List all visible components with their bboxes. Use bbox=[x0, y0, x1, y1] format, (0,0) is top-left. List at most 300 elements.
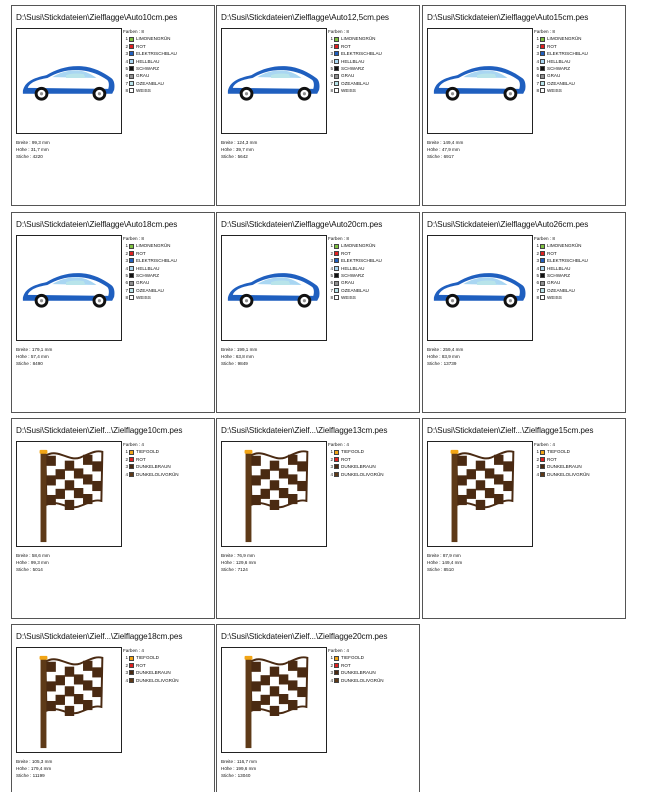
stat-value: 8510 bbox=[443, 566, 454, 572]
color-name: ROT bbox=[136, 43, 146, 49]
design-card-flag13[interactable] bbox=[216, 418, 420, 619]
color-name: OZEANBLAU bbox=[341, 287, 369, 293]
color-row bbox=[328, 287, 382, 294]
stat-row bbox=[427, 354, 463, 361]
color-name: ROT bbox=[341, 456, 351, 462]
color-swatch bbox=[334, 66, 339, 71]
stats-list bbox=[221, 553, 256, 573]
color-name: ROT bbox=[341, 43, 351, 49]
stat-value: 5014 bbox=[32, 566, 43, 572]
color-row bbox=[123, 87, 177, 94]
stat-row bbox=[221, 766, 257, 773]
color-list bbox=[328, 441, 384, 478]
color-row bbox=[328, 50, 382, 57]
color-row bbox=[328, 677, 384, 684]
color-swatch bbox=[334, 457, 339, 462]
color-swatch bbox=[540, 88, 545, 93]
color-row bbox=[328, 471, 384, 478]
color-number: 4 bbox=[330, 58, 333, 64]
stat-separator: : bbox=[439, 140, 443, 145]
color-swatch bbox=[334, 266, 339, 271]
color-name: ELEKTRISCHBLAU bbox=[341, 258, 382, 264]
stat-row bbox=[221, 147, 257, 154]
color-swatch bbox=[540, 273, 545, 278]
color-number: 4 bbox=[125, 677, 128, 683]
color-name: WEISS bbox=[547, 295, 562, 301]
color-list bbox=[534, 441, 590, 478]
stat-value: 149,4 mm bbox=[441, 559, 463, 565]
car-icon bbox=[222, 236, 326, 340]
color-row bbox=[534, 257, 588, 264]
stat-label: Breite bbox=[16, 347, 29, 352]
color-swatch bbox=[334, 656, 339, 661]
color-number: 3 bbox=[536, 258, 539, 264]
color-row bbox=[328, 265, 382, 272]
stat-label: Höhe bbox=[221, 353, 232, 359]
checkered-flag-icon bbox=[17, 648, 121, 752]
color-swatch bbox=[540, 51, 545, 56]
colors-header: Farben : 8 bbox=[534, 236, 555, 241]
car-thumbnail bbox=[427, 28, 533, 134]
color-number: 1 bbox=[125, 243, 128, 249]
stat-label: Stiche bbox=[16, 360, 29, 366]
color-swatch bbox=[129, 295, 134, 300]
color-row bbox=[328, 294, 382, 301]
color-name: ROT bbox=[136, 662, 146, 668]
stat-separator: : bbox=[26, 146, 31, 152]
stat-value: 116,7 mm bbox=[236, 759, 257, 764]
color-name: HELLBLAU bbox=[136, 265, 160, 271]
color-row bbox=[123, 448, 179, 455]
color-row bbox=[123, 43, 177, 50]
color-number: 5 bbox=[536, 272, 539, 278]
color-swatch bbox=[540, 281, 545, 286]
color-swatch bbox=[334, 273, 339, 278]
stat-separator: : bbox=[231, 353, 236, 359]
stat-separator: : bbox=[233, 360, 238, 366]
stat-row bbox=[221, 773, 257, 780]
stat-separator: : bbox=[439, 153, 444, 159]
color-row bbox=[123, 654, 179, 661]
color-number: 8 bbox=[330, 295, 333, 301]
stat-row bbox=[16, 567, 50, 574]
car-thumbnail bbox=[221, 235, 327, 341]
stat-row bbox=[16, 560, 50, 567]
stat-separator: : bbox=[233, 759, 237, 764]
stat-value: 8490 bbox=[32, 360, 43, 366]
color-swatch bbox=[334, 51, 339, 56]
color-row bbox=[123, 50, 177, 57]
colors-header: Farben : 4 bbox=[534, 442, 555, 447]
color-row bbox=[123, 662, 179, 669]
stat-row bbox=[221, 560, 256, 567]
color-number: 3 bbox=[330, 258, 333, 264]
color-name: DUNKELOLIVGRÜN bbox=[341, 677, 384, 683]
colors-header: Farben : 4 bbox=[328, 648, 349, 653]
color-swatch bbox=[334, 670, 339, 675]
color-row bbox=[328, 463, 384, 470]
color-name: LIMONENGRÜN bbox=[341, 243, 376, 249]
color-row bbox=[328, 279, 382, 286]
stat-value: 13040 bbox=[237, 772, 251, 778]
design-card-flag18[interactable] bbox=[11, 624, 215, 792]
checkered-flag-icon bbox=[222, 648, 326, 752]
color-row bbox=[328, 250, 382, 257]
color-swatch bbox=[129, 66, 134, 71]
file-path: D:\Susi\Stickdateien\Zielf...\Zielflagge10cm.pes bbox=[16, 426, 183, 435]
color-name: ELEKTRISCHBLAU bbox=[547, 258, 588, 264]
color-name: DUNKELOLIVGRÜN bbox=[341, 471, 384, 477]
stat-row bbox=[427, 560, 462, 567]
stat-separator: : bbox=[26, 559, 31, 565]
stats-list bbox=[16, 759, 52, 779]
color-name: ROT bbox=[547, 250, 557, 256]
design-card-flag20[interactable] bbox=[216, 624, 420, 792]
color-name: TIEFGOLD bbox=[341, 655, 364, 661]
car-thumbnail bbox=[427, 235, 533, 341]
color-name: GRAU bbox=[547, 73, 561, 79]
color-name: ROT bbox=[136, 250, 146, 256]
car-thumbnail bbox=[16, 235, 122, 341]
stat-label: Stiche bbox=[427, 360, 440, 366]
color-swatch bbox=[334, 251, 339, 256]
checkered-flag-icon bbox=[222, 442, 326, 546]
color-number: 4 bbox=[330, 265, 333, 271]
stats-list bbox=[16, 347, 52, 367]
color-number: 1 bbox=[125, 36, 128, 42]
color-row bbox=[123, 456, 179, 463]
color-swatch bbox=[334, 295, 339, 300]
color-list bbox=[123, 28, 177, 95]
color-name: LIMONENGRÜN bbox=[547, 243, 582, 249]
color-row bbox=[534, 456, 590, 463]
stat-row bbox=[221, 140, 257, 147]
color-number: 5 bbox=[536, 65, 539, 71]
stats-list bbox=[221, 759, 257, 779]
color-row bbox=[534, 272, 588, 279]
color-number: 8 bbox=[125, 295, 128, 301]
color-name: LIMONENGRÜN bbox=[136, 243, 171, 249]
color-row bbox=[534, 65, 588, 72]
color-number: 1 bbox=[330, 243, 333, 249]
stat-separator: : bbox=[439, 360, 444, 366]
color-name: DUNKELOLIVGRÜN bbox=[547, 471, 590, 477]
stat-value: 63,8 mm bbox=[235, 353, 254, 359]
color-row bbox=[328, 662, 384, 669]
color-number: 3 bbox=[125, 464, 128, 470]
color-row bbox=[534, 72, 588, 79]
stat-value: 11199 bbox=[32, 772, 45, 778]
stat-row bbox=[16, 759, 52, 766]
color-number: 6 bbox=[536, 280, 539, 286]
stats-list bbox=[221, 347, 257, 367]
color-name: HELLBLAU bbox=[547, 58, 571, 64]
color-number: 2 bbox=[125, 43, 128, 49]
color-name: GRAU bbox=[341, 73, 355, 79]
design-card-flag10[interactable] bbox=[11, 418, 215, 619]
stat-value: 58,6 mm bbox=[31, 553, 50, 558]
car-icon bbox=[428, 236, 532, 340]
color-list bbox=[328, 235, 382, 302]
stat-separator: : bbox=[233, 140, 237, 145]
color-number: 7 bbox=[330, 80, 333, 86]
color-number: 3 bbox=[536, 51, 539, 57]
color-name: WEISS bbox=[341, 88, 356, 94]
color-row bbox=[328, 669, 384, 676]
color-number: 5 bbox=[330, 272, 333, 278]
color-row bbox=[123, 80, 177, 87]
colors-header: Farben : 8 bbox=[328, 29, 349, 34]
stat-value: 5642 bbox=[237, 153, 248, 159]
color-row bbox=[123, 294, 177, 301]
color-name: LIMONENGRÜN bbox=[136, 36, 171, 42]
color-swatch bbox=[129, 51, 134, 56]
color-row bbox=[123, 72, 177, 79]
color-row bbox=[534, 294, 588, 301]
color-swatch bbox=[129, 59, 134, 64]
stats-list bbox=[427, 140, 463, 160]
colors-header: Farben : 8 bbox=[123, 29, 144, 34]
stat-label: Höhe bbox=[427, 146, 438, 152]
stat-value: 99,3 mm bbox=[30, 559, 49, 565]
stat-row bbox=[16, 140, 50, 147]
stat-row bbox=[16, 773, 52, 780]
color-number: 3 bbox=[330, 464, 333, 470]
color-number: 8 bbox=[536, 295, 539, 301]
color-name: LIMONENGRÜN bbox=[341, 36, 376, 42]
stat-row bbox=[16, 354, 52, 361]
stat-separator: : bbox=[233, 772, 238, 778]
file-path: D:\Susi\Stickdateien\Zielflagge\Auto10cm.pes bbox=[16, 13, 178, 22]
color-row bbox=[328, 80, 382, 87]
color-list bbox=[328, 647, 384, 684]
stat-separator: : bbox=[233, 347, 237, 352]
color-swatch bbox=[129, 464, 134, 469]
stat-label: Höhe bbox=[221, 559, 232, 565]
file-path: D:\Susi\Stickdateien\Zielflagge\Auto15cm.pes bbox=[427, 13, 589, 22]
checkered-flag-icon bbox=[17, 442, 121, 546]
color-swatch bbox=[334, 288, 339, 293]
stat-label: Breite bbox=[16, 140, 29, 145]
color-swatch bbox=[334, 81, 339, 86]
color-name: TIEFGOLD bbox=[547, 449, 570, 455]
color-swatch bbox=[334, 464, 339, 469]
stat-label: Stiche bbox=[16, 566, 29, 572]
stat-separator: : bbox=[231, 765, 236, 771]
color-swatch bbox=[540, 81, 545, 86]
color-number: 2 bbox=[330, 456, 333, 462]
design-card-auto18[interactable] bbox=[11, 212, 215, 413]
stat-row bbox=[221, 759, 257, 766]
color-number: 1 bbox=[536, 243, 539, 249]
color-name: SCHWARZ bbox=[136, 272, 160, 278]
stat-value: 76,9 mm bbox=[236, 553, 255, 558]
car-icon bbox=[17, 29, 121, 133]
color-row bbox=[123, 257, 177, 264]
color-row bbox=[328, 65, 382, 72]
flag-thumbnail bbox=[221, 441, 327, 547]
stat-value: 179,4 mm bbox=[30, 765, 52, 771]
stat-value: 4220 bbox=[32, 153, 43, 159]
color-swatch bbox=[129, 273, 134, 278]
color-name: OZEANBLAU bbox=[547, 287, 575, 293]
color-swatch bbox=[334, 472, 339, 477]
color-name: GRAU bbox=[136, 73, 150, 79]
flag-thumbnail bbox=[16, 441, 122, 547]
stat-label: Höhe bbox=[16, 765, 27, 771]
stat-value: 9849 bbox=[237, 360, 248, 366]
stat-label: Breite bbox=[427, 140, 440, 145]
stat-row bbox=[16, 766, 52, 773]
stat-label: Stiche bbox=[16, 772, 29, 778]
color-row bbox=[534, 471, 590, 478]
color-name: HELLBLAU bbox=[341, 58, 365, 64]
stat-separator: : bbox=[28, 347, 32, 352]
color-number: 6 bbox=[330, 73, 333, 79]
color-row bbox=[534, 463, 590, 470]
stat-label: Höhe bbox=[221, 146, 232, 152]
color-name: HELLBLAU bbox=[341, 265, 365, 271]
stat-label: Stiche bbox=[427, 566, 440, 572]
color-number: 2 bbox=[536, 250, 539, 256]
stat-separator: : bbox=[28, 360, 33, 366]
color-swatch bbox=[129, 44, 134, 49]
color-swatch bbox=[540, 457, 545, 462]
stat-separator: : bbox=[28, 566, 33, 572]
color-name: SCHWARZ bbox=[547, 65, 571, 71]
color-row bbox=[534, 279, 588, 286]
stat-value: 99,3 mm bbox=[31, 140, 50, 145]
design-card-auto26[interactable] bbox=[422, 212, 626, 413]
color-name: ELEKTRISCHBLAU bbox=[136, 51, 177, 57]
car-icon bbox=[222, 29, 326, 133]
color-swatch bbox=[334, 678, 339, 683]
stat-value: 105,3 mm bbox=[31, 759, 53, 764]
color-number: 3 bbox=[125, 51, 128, 57]
stat-label: Stiche bbox=[427, 153, 440, 159]
stat-row bbox=[16, 147, 50, 154]
color-name: ELEKTRISCHBLAU bbox=[547, 51, 588, 57]
color-swatch bbox=[129, 266, 134, 271]
color-row bbox=[328, 72, 382, 79]
stat-label: Breite bbox=[427, 553, 440, 558]
color-list bbox=[123, 441, 179, 478]
stat-row bbox=[427, 553, 462, 560]
color-swatch bbox=[129, 472, 134, 477]
design-card-auto20[interactable] bbox=[216, 212, 420, 413]
color-number: 1 bbox=[125, 449, 128, 455]
color-name: ROT bbox=[341, 662, 351, 668]
color-swatch bbox=[540, 244, 545, 249]
color-list bbox=[328, 28, 382, 95]
color-swatch bbox=[540, 472, 545, 477]
color-row bbox=[123, 677, 179, 684]
color-row bbox=[534, 58, 588, 65]
color-row bbox=[123, 250, 177, 257]
stat-value: 199,1 mm bbox=[236, 347, 258, 352]
stats-list bbox=[16, 553, 50, 573]
color-row bbox=[328, 58, 382, 65]
file-path: D:\Susi\Stickdateien\Zielf...\Zielflagge20cm.pes bbox=[221, 632, 388, 641]
stat-separator: : bbox=[437, 353, 442, 359]
stat-value: 179,1 mm bbox=[31, 347, 53, 352]
color-name: DUNKELBRAUN bbox=[136, 464, 171, 470]
color-number: 6 bbox=[536, 73, 539, 79]
design-card-flag15[interactable] bbox=[422, 418, 626, 619]
stat-label: Breite bbox=[221, 140, 234, 145]
color-number: 4 bbox=[330, 471, 333, 477]
stats-list bbox=[221, 140, 257, 160]
color-row bbox=[123, 65, 177, 72]
color-swatch bbox=[129, 288, 134, 293]
stat-separator: : bbox=[26, 353, 31, 359]
color-name: ELEKTRISCHBLAU bbox=[341, 51, 382, 57]
color-number: 7 bbox=[125, 287, 128, 293]
color-swatch bbox=[540, 295, 545, 300]
color-row bbox=[328, 43, 382, 50]
color-number: 5 bbox=[125, 272, 128, 278]
color-name: SCHWARZ bbox=[547, 272, 571, 278]
color-number: 3 bbox=[330, 670, 333, 676]
color-swatch bbox=[540, 258, 545, 263]
colors-header: Farben : 4 bbox=[123, 442, 144, 447]
file-path: D:\Susi\Stickdateien\Zielflagge\Auto18cm.pes bbox=[16, 220, 178, 229]
color-list bbox=[123, 235, 177, 302]
color-name: WEISS bbox=[341, 295, 356, 301]
color-row bbox=[328, 35, 382, 42]
color-number: 7 bbox=[536, 80, 539, 86]
stat-row bbox=[16, 361, 52, 368]
color-swatch bbox=[334, 74, 339, 79]
color-row bbox=[534, 87, 588, 94]
design-card-auto10[interactable] bbox=[11, 5, 215, 206]
color-name: SCHWARZ bbox=[341, 65, 365, 71]
flag-thumbnail bbox=[16, 647, 122, 753]
color-swatch bbox=[129, 88, 134, 93]
color-number: 4 bbox=[125, 471, 128, 477]
color-row bbox=[123, 463, 179, 470]
color-number: 7 bbox=[125, 80, 128, 86]
color-row bbox=[534, 35, 588, 42]
color-number: 2 bbox=[330, 662, 333, 668]
color-name: OZEANBLAU bbox=[136, 80, 164, 86]
colors-header: Farben : 4 bbox=[328, 442, 349, 447]
stat-label: Höhe bbox=[16, 353, 27, 359]
color-name: ROT bbox=[341, 250, 351, 256]
color-name: TIEFGOLD bbox=[341, 449, 364, 455]
stat-label: Breite bbox=[16, 759, 29, 764]
color-name: SCHWARZ bbox=[341, 272, 365, 278]
stat-value: 13739 bbox=[443, 360, 457, 366]
file-path: D:\Susi\Stickdateien\Zielflagge\Auto26cm.pes bbox=[427, 220, 589, 229]
color-row bbox=[328, 242, 382, 249]
color-list bbox=[534, 235, 588, 302]
stat-separator: : bbox=[28, 772, 33, 778]
color-swatch bbox=[129, 663, 134, 668]
design-card-auto12-5[interactable] bbox=[216, 5, 420, 206]
color-row bbox=[123, 669, 179, 676]
color-number: 5 bbox=[125, 65, 128, 71]
color-swatch bbox=[540, 74, 545, 79]
stat-value: 57,4 mm bbox=[30, 353, 49, 359]
color-swatch bbox=[334, 450, 339, 455]
design-card-auto15[interactable] bbox=[422, 5, 626, 206]
color-number: 2 bbox=[125, 662, 128, 668]
colors-header: Farben : 8 bbox=[328, 236, 349, 241]
stat-value: 124,3 mm bbox=[236, 140, 258, 145]
color-name: OZEANBLAU bbox=[341, 80, 369, 86]
color-swatch bbox=[334, 244, 339, 249]
